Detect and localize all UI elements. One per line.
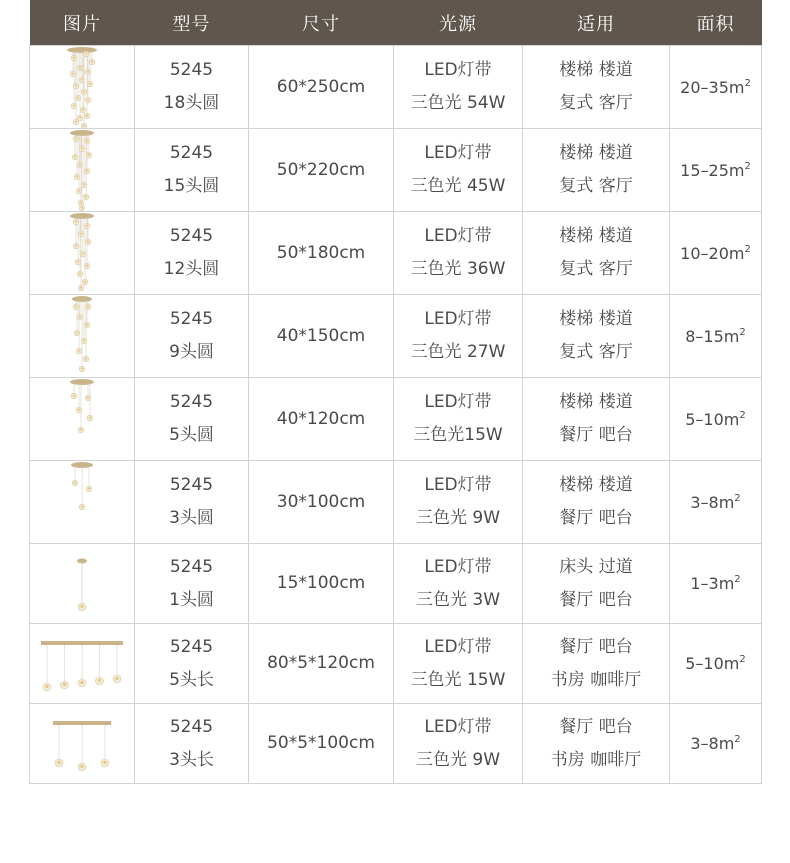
application-cell-line: 餐厅 吧台 [559, 425, 633, 445]
model-cell [135, 212, 249, 295]
model-cell [135, 129, 249, 212]
model-cell-line: 5245 [169, 60, 214, 80]
product-image-cell [30, 704, 135, 784]
area-unit-exponent: 2 [744, 243, 751, 255]
light-source-cell-line: LED灯带 [424, 226, 492, 246]
model-cell-line: 5245 [169, 556, 214, 577]
application-cell [523, 544, 670, 624]
application-cell-line: 餐厅 吧台 [559, 589, 633, 610]
model-cell-line: 3头长 [169, 749, 214, 770]
size-cell: 40*120cm [249, 378, 394, 461]
area-cell [670, 704, 762, 784]
light-source-cell [394, 624, 523, 704]
application-cell [523, 378, 670, 461]
application-cell [523, 704, 670, 784]
table-row [30, 461, 762, 544]
light-source-cell [394, 295, 523, 378]
model-cell-line: 5245 [169, 226, 214, 246]
model-cell [135, 295, 249, 378]
size-cell: 80*5*120cm [249, 624, 394, 704]
model-cell-line: 12头圆 [163, 259, 220, 279]
model-cell-line: 3头圆 [169, 508, 214, 528]
area-value: 5–10m [685, 654, 740, 673]
light-source-cell-line: 三色光 9W [415, 749, 501, 770]
model-cell-line: 5245 [169, 143, 214, 163]
light-source-cell [394, 704, 523, 784]
table-header-row [30, 0, 762, 46]
model-cell [135, 461, 249, 544]
light-source-cell-line: LED灯带 [424, 60, 492, 80]
application-cell-line: 楼梯 楼道 [559, 143, 633, 163]
size-cell: 50*180cm [249, 212, 394, 295]
light-source-cell [394, 212, 523, 295]
light-source-cell-line: 三色光 27W [410, 342, 506, 362]
model-cell-line: 5头长 [169, 669, 214, 690]
light-source-cell-line: 三色光 3W [415, 589, 501, 610]
area-value: 3–8m [690, 734, 735, 753]
round-cluster-chandelier-icon [52, 46, 112, 128]
application-cell [523, 129, 670, 212]
size-cell: 30*100cm [249, 461, 394, 544]
size-cell: 60*250cm [249, 46, 394, 129]
area-unit-exponent: 2 [734, 734, 741, 745]
light-source-cell [394, 544, 523, 624]
light-source-cell [394, 129, 523, 212]
model-cell-line: 18头圆 [163, 93, 220, 113]
area-unit-exponent: 2 [734, 492, 741, 504]
light-source-cell [394, 378, 523, 461]
area-unit-exponent: 2 [744, 160, 751, 172]
product-image-cell [30, 461, 135, 544]
table-row [30, 544, 762, 624]
product-image-cell [30, 129, 135, 212]
model-cell [135, 46, 249, 129]
area-cell [670, 295, 762, 378]
table-row [30, 624, 762, 704]
header-image: 图片 [30, 0, 135, 46]
light-source-cell-line: 三色光 54W [410, 93, 506, 113]
light-source-cell-line: 三色光 36W [410, 259, 506, 279]
area-cell [670, 378, 762, 461]
product-image-cell [30, 544, 135, 624]
application-cell-line: 餐厅 吧台 [559, 716, 633, 737]
light-source-cell-line: LED灯带 [424, 475, 492, 495]
light-source-cell-line: 三色光 9W [415, 508, 501, 528]
light-source-cell-line: LED灯带 [424, 716, 492, 737]
product-spec-table [29, 0, 762, 784]
area-value: 3–8m [690, 492, 735, 512]
area-value: 15–25m [680, 160, 745, 180]
table-row [30, 378, 762, 461]
area-cell [670, 212, 762, 295]
application-cell-line: 书房 咖啡厅 [550, 669, 642, 690]
area-unit-exponent: 2 [739, 326, 746, 338]
area-cell [670, 46, 762, 129]
model-cell-line: 5245 [169, 309, 214, 329]
application-cell-line: 复式 客厅 [559, 176, 633, 196]
table-row [30, 46, 762, 129]
model-cell-line: 5245 [169, 392, 214, 412]
area-value: 10–20m [680, 243, 745, 263]
table-row [30, 704, 762, 784]
light-source-cell [394, 461, 523, 544]
area-value: 1–3m [690, 574, 735, 593]
product-image-cell [30, 46, 135, 129]
light-source-cell-line: LED灯带 [424, 392, 492, 412]
header-area: 面积 [670, 0, 762, 46]
table-row [30, 212, 762, 295]
application-cell-line: 复式 客厅 [559, 342, 633, 362]
application-cell [523, 212, 670, 295]
single-pendant-lamp-icon [52, 549, 112, 619]
model-cell-line: 5245 [169, 716, 214, 737]
round-cluster-chandelier-icon [52, 295, 112, 377]
area-cell [670, 544, 762, 624]
application-cell [523, 295, 670, 378]
application-cell-line: 复式 客厅 [559, 93, 633, 113]
model-cell [135, 624, 249, 704]
product-image-cell [30, 378, 135, 461]
product-image-cell [30, 212, 135, 295]
linear-pendant-lamp-icon [37, 709, 127, 779]
table-row [30, 295, 762, 378]
area-unit-exponent: 2 [739, 654, 746, 665]
light-source-cell [394, 46, 523, 129]
header-size: 尺寸 [249, 0, 394, 46]
round-cluster-chandelier-icon [52, 212, 112, 294]
size-cell: 40*150cm [249, 295, 394, 378]
application-cell-line: 书房 咖啡厅 [550, 749, 642, 770]
application-cell-line: 复式 客厅 [559, 259, 633, 279]
application-cell [523, 461, 670, 544]
model-cell [135, 544, 249, 624]
area-value: 20–35m [680, 77, 745, 97]
product-image-cell [30, 295, 135, 378]
area-unit-exponent: 2 [739, 409, 746, 421]
round-cluster-chandelier-icon [52, 129, 112, 211]
size-cell: 50*5*100cm [249, 704, 394, 784]
application-cell-line: 楼梯 楼道 [559, 60, 633, 80]
area-unit-exponent: 2 [734, 574, 741, 585]
linear-pendant-lamp-icon [37, 629, 127, 699]
model-cell [135, 378, 249, 461]
header-application: 适用 [523, 0, 670, 46]
size-cell: 50*220cm [249, 129, 394, 212]
area-unit-exponent: 2 [744, 77, 751, 89]
model-cell-line: 9头圆 [169, 342, 214, 362]
application-cell-line: 楼梯 楼道 [559, 392, 633, 412]
table-row [30, 129, 762, 212]
area-value: 8–15m [685, 326, 740, 346]
application-cell [523, 624, 670, 704]
light-source-cell-line: LED灯带 [424, 636, 492, 657]
model-cell-line: 1头圆 [169, 589, 214, 610]
light-source-cell-line: 三色光15W [413, 425, 503, 445]
area-cell [670, 624, 762, 704]
application-cell-line: 床头 过道 [559, 556, 633, 577]
header-model: 型号 [135, 0, 249, 46]
product-image-cell [30, 624, 135, 704]
size-cell: 15*100cm [249, 544, 394, 624]
area-value: 5–10m [685, 409, 740, 429]
header-light-source: 光源 [394, 0, 523, 46]
application-cell-line: 餐厅 吧台 [559, 508, 633, 528]
model-cell-line: 5245 [169, 636, 214, 657]
application-cell-line: 楼梯 楼道 [559, 226, 633, 246]
model-cell-line: 5245 [169, 475, 214, 495]
model-cell-line: 15头圆 [163, 176, 220, 196]
area-cell [670, 461, 762, 544]
round-cluster-chandelier-icon [52, 378, 112, 460]
light-source-cell-line: LED灯带 [424, 143, 492, 163]
light-source-cell-line: LED灯带 [424, 556, 492, 577]
application-cell [523, 46, 670, 129]
application-cell-line: 餐厅 吧台 [559, 636, 633, 657]
light-source-cell-line: LED灯带 [424, 309, 492, 329]
application-cell-line: 楼梯 楼道 [559, 475, 633, 495]
application-cell-line: 楼梯 楼道 [559, 309, 633, 329]
area-cell [670, 129, 762, 212]
model-cell-line: 5头圆 [169, 425, 214, 445]
light-source-cell-line: 三色光 45W [410, 176, 506, 196]
round-cluster-chandelier-icon [52, 461, 112, 543]
model-cell [135, 704, 249, 784]
light-source-cell-line: 三色光 15W [410, 669, 506, 690]
